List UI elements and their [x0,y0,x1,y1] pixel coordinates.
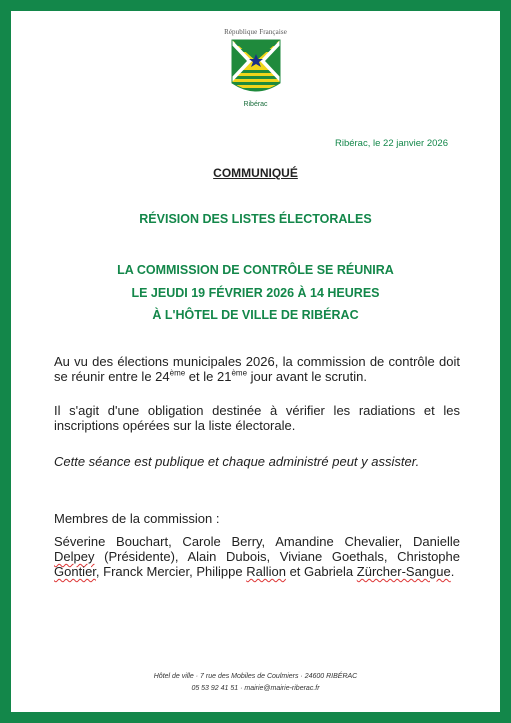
logo [0,28,511,108]
riberac-coat-of-arms-icon [231,39,281,99]
members-label: Membres de la commission : [54,511,220,526]
paragraph-public: Cette séance est publique et chaque administré peut y assister. [54,454,420,469]
subtitle-line: À L'HÔTEL DE VILLE DE RIBÉRAC [152,308,359,322]
subtitle-line: LA COMMISSION DE CONTRÔLE SE RÉUNIRA [117,263,394,277]
logo-top-text: République Française [224,28,287,36]
logo-bottom-text: Ribérac [243,101,268,108]
footer-contact: 05 53 92 41 51 · mairie@mairie-riberac.fr [191,685,320,692]
members-list: Séverine Bouchart, Carole Berry, Amandine Chevalier, Danielle Delpey (Présidente), Alain Dubois, Viviane Goethals, Christophe Gontier, Franck Mercier, Philippe Rallion et Gabriela Zürcher-Sangue. [54,534,460,579]
paragraph-context: Au vu des élections municipales 2026, la commission de contrôle doit se réunir entre le 24ème et le 21ème jour avant le scrutin. [54,354,460,384]
paragraph-purpose: Il s'agit d'une obligation destinée à vérifier les radiations et les inscriptions opérées sur la liste électorale. [54,403,460,433]
footer-address: Hôtel de ville · 7 rue des Mobiles de Coulmiers · 24600 RIBÉRAC [153,673,358,680]
subtitle-block [0,259,511,327]
date-line: Ribérac, le 22 janvier 2026 [334,138,448,149]
communique-heading: COMMUNIQUÉ [213,166,298,180]
subtitle-line: LE JEUDI 19 FÉVRIER 2026 À 14 HEURES [131,285,380,300]
main-title: RÉVISION DES LISTES ÉLECTORALES [139,212,372,226]
